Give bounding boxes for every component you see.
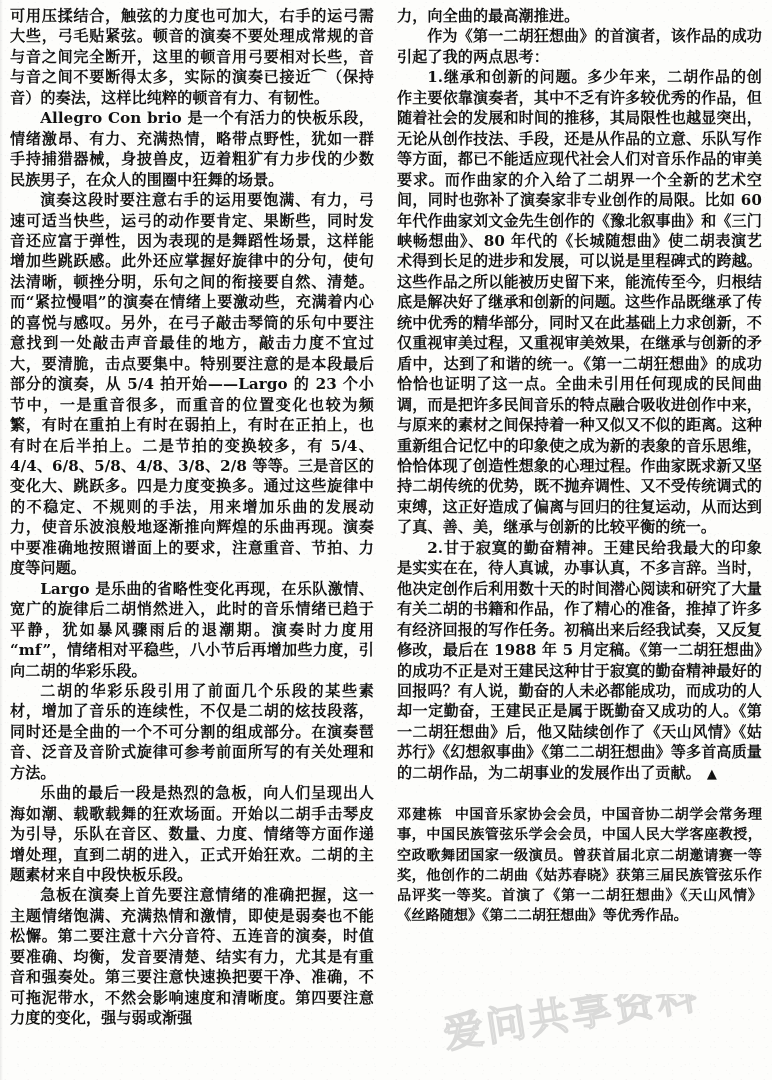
svg-text:爱问共享资料: 爱问共享资料 xyxy=(440,994,703,1058)
author-bio: 中国音乐家协会会员，中国音协二胡学会常务理事，中国民族管弦乐学会会员，中国人民大学客座教授，空政歌舞团国家一级演员。曾获首届北京二胡邀请赛一等奖，他创作的二胡曲《姑苏春晓》获第三届民族管弦乐作品评奖一等奖。首演了《第一二胡狂想曲》《天山风情》《丝路随想》《第二二胡狂想曲》等优秀作品。 xyxy=(397,807,762,925)
paragraph: Allegro Con brio 是一个有活力的快板乐段，情绪激昂、有力、充满热情，略带点野性，犹如一群手持捕猎器械，身披兽皮，迈着粗犷有力步伐的少数民族男子，在众人的围圈中狂舞的场景。 xyxy=(10,109,374,189)
paragraph: 力，向全曲的最高潮推进。 xyxy=(397,7,580,25)
paragraph: 二胡的华彩乐段引用了前面几个乐段的某些素材，增加了音乐的连续性，不仅是二胡的炫技段落，同时还是全曲的一个不可分割的组成部分。在演奏琶音、泛音及音阶式旋律可参考前面所写的有关处理和方法。 xyxy=(10,681,374,782)
paragraph: 演奏这段时要注意右手的运用要饱满、有力，弓速可适当快些，运弓的动作要肯定、果断些，同时发音还应富于弹性，因为表现的是舞蹈性场景，这样能增加些跳跃感。此外还应掌握好旋律中的分句，使句法清晰，顿挫分明，乐句之间的衔接要自然、清楚。而“紧拉慢唱”的演奏在情绪上要激动些，充满着内心的喜悦与感叹。另外，在弓子敲击琴筒的乐句中要注意找到一处敲击声音最佳的地方，敲击力度不宜过大，要清脆，击点要集中。特别要注意的是本段最后部分的演奏，从 5/4 拍开始——Largo 的 23 个小节中，一是重音很多，而重音的位置变化也较为频繁，有时在重拍上有时在弱拍上，有时在正拍上，也有时在后半拍上。二是节拍的变换较多，有 5/4、4/4、6/8、5/8、4/8、3/8、2/8 等等。三是音区的变化大、跳跃多。四是力度变换多。通过这些旋律中的不稳定、不规则的手法，用来增加乐曲的发展动力，使音乐波浪般地逐渐推向辉煌的乐曲再现。演奏中要准确地按照谱面上的要求，注意重音、节拍、力度等问题。 xyxy=(10,191,374,578)
paragraph: 1.继承和创新的问题。多少年来，二胡作品的创作主要依靠演奏者，其中不乏有许多较优秀的作品，但随着社会的发展和时间的推移，其局限性也越显突出，无论从创作技法、手段，还是从作品的立意、乐队写作等方面，都已不能适应现代社会人们对音乐作品的审美要求。而作曲家的介入给了二胡界一个全新的艺术空间，同时也弥补了演奏家非专业创作的局限。比如 60 年代作曲家刘文金先生创作的《豫北叙事曲》和《三门峡畅想曲》、80 年代的《长城随想曲》使二胡表演艺术得到长足的进步和发展，可以说是里程碑式的跨越。这些作品之所以能被历史留下来，能流传至今，归根结底是解决好了继承和创新的问题。这些作品既继承了传统中优秀的精华部分，同时又在此基础上力求创新，不仅重视审美过程，又重视审美效果，在继承与创新的矛盾中，达到了和谐的统一。《第一二胡狂想曲》的成功恰恰也证明了这一点。全曲未引用任何现成的民间曲调，而是把许多民间音乐的特点融合吸收进创作中来，与原来的素材之间保持着一种又似又不似的距离。这种重新组合记忆中的印象使之成为新的表象的音乐思维，恰恰体现了创造性想象的心理过程。作曲家既求新又坚持二胡传统的优势，既不抛弃调性、又不受传统调式的束缚，这正好造成了偏离与回归的往复运动，从而达到了真、善、美，继承与创新的比较平衡的统一。 xyxy=(397,68,762,537)
paragraph: 作为《第一二胡狂想曲》的首演者，该作品的成功引起了我的两点思考： xyxy=(397,27,762,66)
author-name: 邓建栋 xyxy=(397,807,443,824)
paragraph-with-end-mark xyxy=(397,538,762,783)
paragraph: 可用压揉结合，触弦的力度也可加大，右手的运弓需大些，弓毛贴紧弦。顿音的演奏不要处理成常规的音与音之间完全断开，这里的顿音用弓要相对长些，音与音之间不要断得太多，实际的演奏已接近⌒（保持音）的奏法，这样比纯粹的顿音有力、有韧性。 xyxy=(10,7,374,107)
paragraph: 急板在演奏上首先要注意情绪的准确把握，这一主题情绪饱满、充满热情和激情，即使是弱奏也不能松懈。第二要注意十六分音符、五连音的演奏，时值要准确、均衡，发音要清楚、结实有力，尤其是有重音和强奏处。第三要注意快速换把要干净、准确，不可拖泥带水，不然会影响速度和清晰度。第四要注意力度的变化，强与弱或渐强 xyxy=(10,886,374,1028)
right-text-column xyxy=(386,0,772,1080)
paragraph-text: 2.甘于寂寞的勤奋精神。王建民给我最大的印象是实实在在，待人真诚，办事认真，不多言辞。当时，他决定创作后利用数十天的时间潜心阅读和研究了大量有关二胡的书籍和作品，作了精心的准备，推掉了许多有经济回报的写作任务。初稿出来后经我试奏，又反复修改，最后在 1988 年 5 月定稿。《第一二胡狂想曲》的成功不正是对王建民这种甘于寂寞的勤奋精神最好的回报吗？有人说，勤奋的人未必都能成功，而成功的人却一定勤奋，王建民正是属于既勤奋又成功的人。《第一二胡狂想曲》后，他又陆续创作了《天山风情》《姑苏行》《幻想叙事曲》《第二二胡狂想曲》等多首高质量的二胡作品，为二胡事业的发展作出了贡献。 xyxy=(397,538,762,782)
paragraph: 乐曲的最后一段是热烈的急板，向人们呈现出人海如潮、载歌载舞的狂欢场面。开始以二胡手击琴皮为引导，乐队在音区、数量、力度、情绪等方面作递增处理，直到二胡的进入，正式开始狂欢。二胡的主题素材来自中段快板乐段。 xyxy=(10,784,374,885)
author-byline xyxy=(397,805,762,926)
article-end-mark-icon: ▲ xyxy=(706,766,717,782)
paragraph: Largo 是乐曲的省略性变化再现，在乐队激情、宽广的旋律后二胡悄然进入，此时的音乐情绪已趋于平静，犹如暴风骤雨后的退潮期。演奏时力度用“mf”，情绪相对平稳些，八小节后再增加些力度，引向二胡的华彩乐段。 xyxy=(10,579,374,680)
